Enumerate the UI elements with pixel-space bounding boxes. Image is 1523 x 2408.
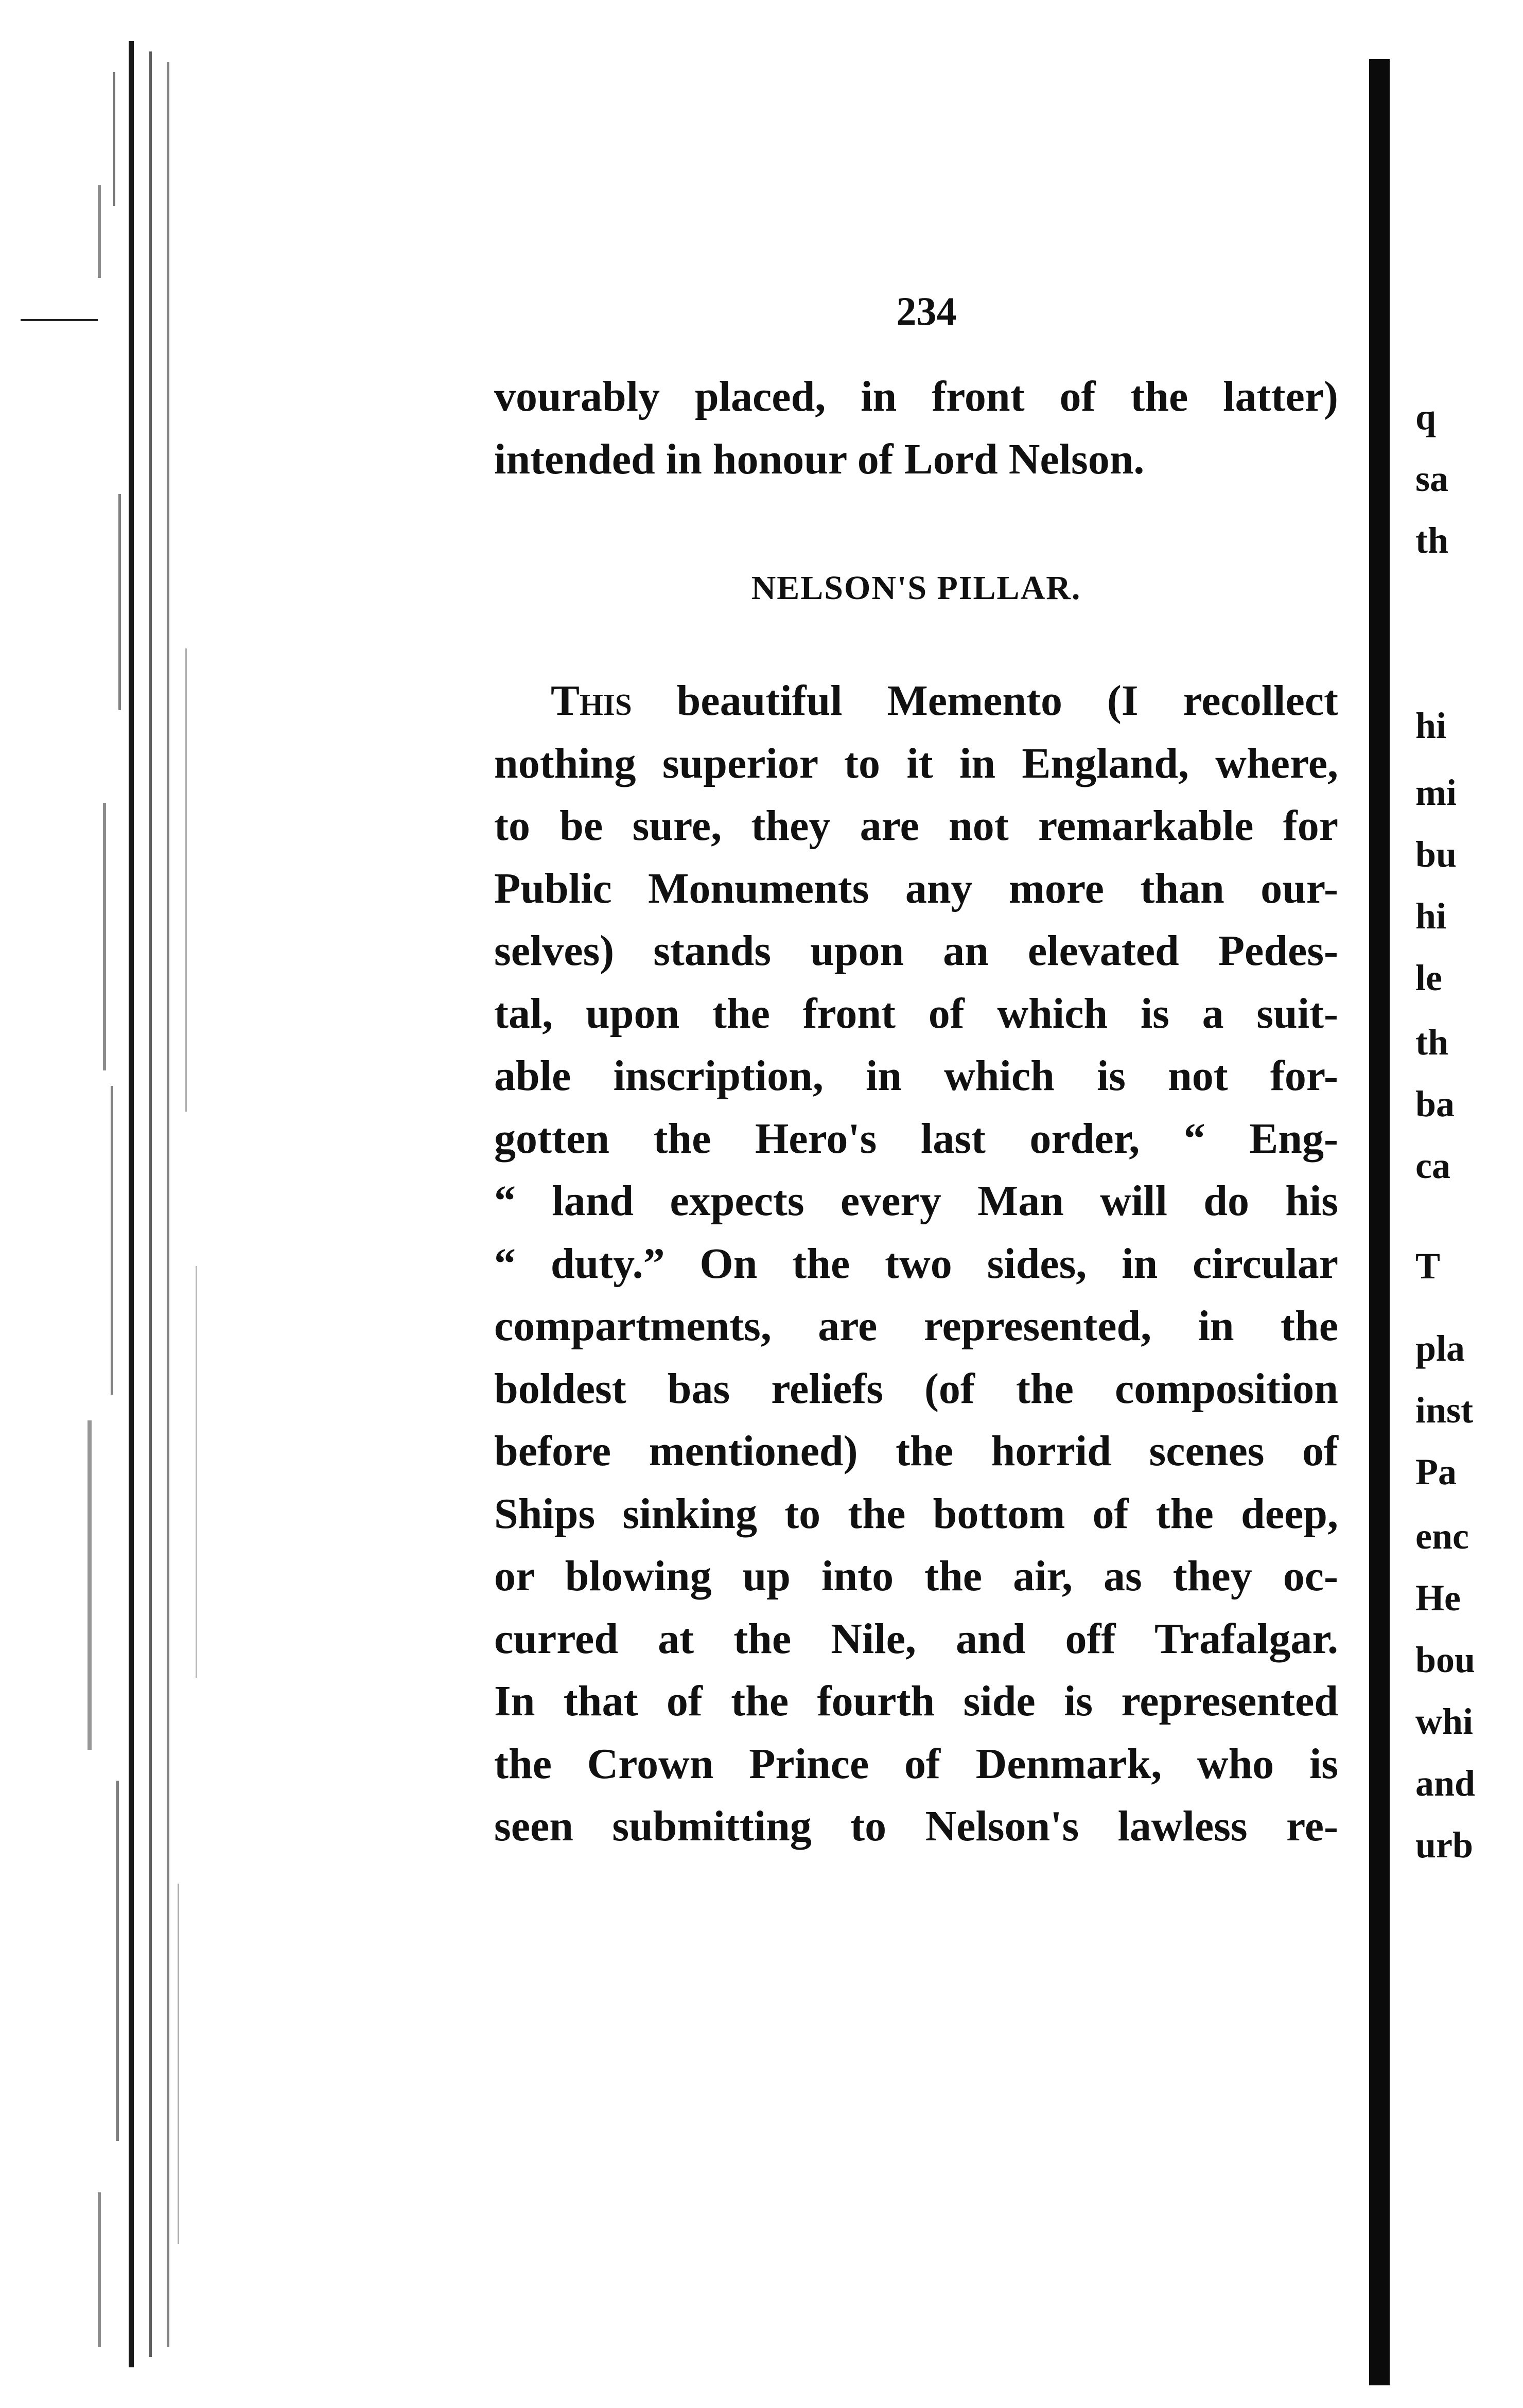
fragment-text: He [1415,1577,1461,1619]
fragment-text: mi [1415,772,1457,813]
text-line: tal, upon the front of which is a suit- [494,989,1338,1038]
fragment-text: ba [1415,1083,1455,1124]
fragment-text: th [1415,1022,1449,1063]
binding-edge-rule [21,319,98,321]
text-line: “ land expects every Man will do his [494,1177,1338,1225]
fragment-text: and [1415,1763,1476,1804]
fragment-text: T [1415,1245,1441,1287]
fragment-text: hi [1415,895,1447,937]
fragment-text: ca [1415,1145,1450,1186]
fragment-text: inst [1415,1390,1474,1431]
text-line: able inscription, in which is not for- [494,1052,1338,1100]
paragraph-first-line [494,670,1338,732]
page-gutter-rule [1369,59,1390,2385]
text-line: “ duty.” On the two sides, in circular [494,1239,1338,1288]
text-line: vourably placed, in front of the latter) [494,373,1338,420]
fragment-text: le [1415,957,1442,998]
fragment-text: pla [1415,1328,1465,1369]
main-text-column [494,365,1338,1858]
fragment-text: enc [1415,1516,1469,1557]
adjacent-page-fragments [1415,0,1523,2408]
fragment-text: whi [1415,1701,1474,1742]
text-line: the Crown Prince of Denmark, who is [494,1739,1338,1788]
text-line: curred at the Nile, and off Trafalgar. [494,1614,1338,1663]
fragment-text: sa [1415,458,1449,499]
text-line: to be sure, they are not remarkable for [494,802,1338,850]
section-heading: NELSON'S PILLAR. [751,569,1081,607]
fragment-text: bu [1415,834,1457,875]
text-line: Ships sinking to the bottom of the deep, [494,1489,1338,1538]
fragment-text: bou [1415,1639,1476,1680]
text-line: boldest bas reliefs (of the composition [494,1364,1338,1413]
text-line: intended in honour of Lord Nelson. [494,435,1145,483]
text-line: gotten the Hero's last order, “ Eng- [494,1114,1338,1163]
first-line-rest: beautiful Memento (I recollect [632,677,1338,725]
fragment-text: urb [1415,1824,1474,1866]
fragment-text: q [1415,396,1437,437]
text-line: compartments, are represented, in the [494,1302,1338,1350]
binding-scan-edge [67,31,237,2378]
text-line: In that of the fourth side is represented [494,1677,1338,1725]
fragment-text: th [1415,520,1449,561]
fragment-text: Pa [1415,1451,1457,1492]
fragment-text: hi [1415,705,1447,746]
text-line: before mentioned) the horrid scenes of [494,1427,1338,1475]
small-caps-lead: This [551,677,632,725]
text-line: or blowing up into the air, as they oc- [494,1552,1338,1600]
text-line: seen submitting to Nelson's lawless re- [494,1802,1338,1850]
text-line: Public Monuments any more than our- [494,864,1338,912]
page-number: 234 [896,289,957,333]
text-line: nothing superior to it in England, where, [494,739,1338,787]
text-line: selves) stands upon an elevated Pedes- [494,927,1338,975]
